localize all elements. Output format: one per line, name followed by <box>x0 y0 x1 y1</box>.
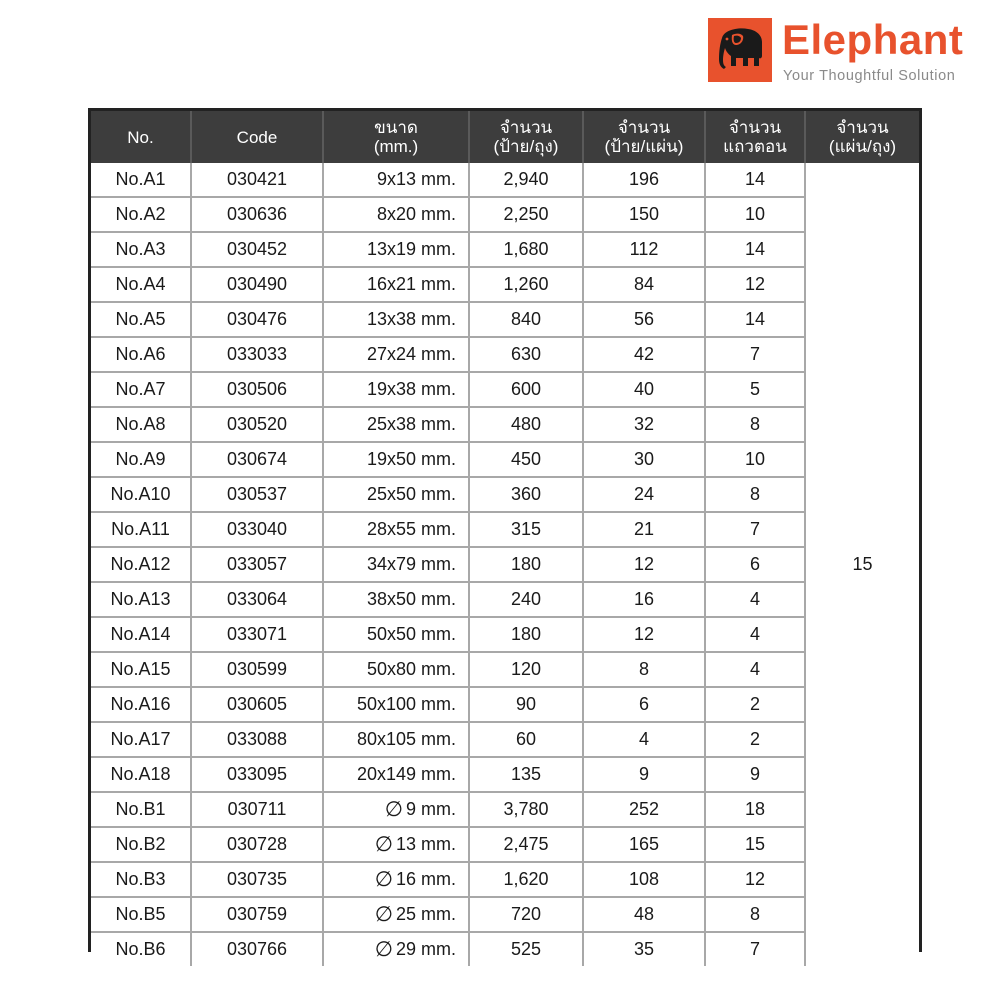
cell-per-sheet: 4 <box>583 722 705 757</box>
cell-size-value: 27x24 mm. <box>366 344 456 364</box>
cell-size <box>323 197 469 232</box>
cell-rows: 2 <box>705 687 805 722</box>
brand-name: Elephant <box>782 16 964 63</box>
cell-no: No.A8 <box>91 407 191 442</box>
cell-no: No.A11 <box>91 512 191 547</box>
cell-size-value: 9 mm. <box>405 799 456 819</box>
cell-size <box>323 512 469 547</box>
cell-size <box>323 827 469 862</box>
table-row <box>91 302 919 337</box>
cell-no: No.B5 <box>91 897 191 932</box>
cell-no: No.A7 <box>91 372 191 407</box>
cell-per-bag: 450 <box>469 442 583 477</box>
cell-size-value: 16 mm. <box>395 869 456 889</box>
cell-no: No.B6 <box>91 932 191 966</box>
cell-per-bag: 2,940 <box>469 163 583 197</box>
cell-size-value: 19x50 mm. <box>366 449 456 469</box>
cell-size-value: 80x105 mm. <box>356 729 456 749</box>
cell-no: No.A1 <box>91 163 191 197</box>
cell-rows: 4 <box>705 617 805 652</box>
cell-no: No.A15 <box>91 652 191 687</box>
cell-size-value: 13x19 mm. <box>366 239 456 259</box>
table-row <box>91 687 919 722</box>
cell-per-bag: 120 <box>469 652 583 687</box>
cell-per-sheet: 8 <box>583 652 705 687</box>
cell-no: No.A6 <box>91 337 191 372</box>
cell-size <box>323 337 469 372</box>
header-no-label: No. <box>127 127 154 147</box>
cell-rows: 10 <box>705 442 805 477</box>
cell-code: 033064 <box>191 582 323 617</box>
cell-size-value: 25x50 mm. <box>366 484 456 504</box>
cell-code: 030636 <box>191 197 323 232</box>
cell-rows: 4 <box>705 652 805 687</box>
cell-size-value: 25x38 mm. <box>366 414 456 434</box>
cell-size <box>323 687 469 722</box>
elephant-icon <box>708 18 772 82</box>
cell-size <box>323 722 469 757</box>
table-header <box>91 111 919 163</box>
cell-code: 030599 <box>191 652 323 687</box>
cell-per-sheet: 196 <box>583 163 705 197</box>
cell-per-sheet: 42 <box>583 337 705 372</box>
cell-per-sheet: 48 <box>583 897 705 932</box>
table-row <box>91 932 919 966</box>
table-row <box>91 547 919 582</box>
diameter-icon: ∅ <box>374 938 393 961</box>
cell-code: 030759 <box>191 897 323 932</box>
cell-no: No.B3 <box>91 862 191 897</box>
cell-per-bag: 720 <box>469 897 583 932</box>
cell-rows: 2 <box>705 722 805 757</box>
cell-size-value: 25 mm. <box>395 904 456 924</box>
cell-size-value: 34x79 mm. <box>366 554 456 574</box>
cell-rows: 12 <box>705 862 805 897</box>
cell-per-sheet: 32 <box>583 407 705 442</box>
cell-per-bag: 480 <box>469 407 583 442</box>
cell-rows: 14 <box>705 163 805 197</box>
cell-per-bag: 1,680 <box>469 232 583 267</box>
header-per-bag-unit: (ป้าย/ถุง) <box>493 137 559 156</box>
cell-per-bag: 1,260 <box>469 267 583 302</box>
cell-rows: 8 <box>705 477 805 512</box>
cell-size <box>323 757 469 792</box>
table-row <box>91 477 919 512</box>
table-row <box>91 862 919 897</box>
header-sheets-per-bag-unit: (แผ่น/ถุง) <box>828 137 897 156</box>
cell-code: 030520 <box>191 407 323 442</box>
header-per-sheet <box>583 111 705 163</box>
cell-rows: 5 <box>705 372 805 407</box>
cell-size <box>323 932 469 966</box>
diameter-icon: ∅ <box>384 798 403 821</box>
cell-no: No.A9 <box>91 442 191 477</box>
cell-per-bag: 90 <box>469 687 583 722</box>
table-row <box>91 827 919 862</box>
cell-size-value: 50x50 mm. <box>366 624 456 644</box>
cell-rows: 4 <box>705 582 805 617</box>
cell-size <box>323 582 469 617</box>
cell-size <box>323 547 469 582</box>
table-row <box>91 617 919 652</box>
cell-code: 030506 <box>191 372 323 407</box>
table-row <box>91 442 919 477</box>
cell-size <box>323 372 469 407</box>
cell-no: No.B2 <box>91 827 191 862</box>
cell-code: 033088 <box>191 722 323 757</box>
table-row <box>91 792 919 827</box>
diameter-icon: ∅ <box>374 903 393 926</box>
cell-size <box>323 407 469 442</box>
cell-per-bag: 60 <box>469 722 583 757</box>
cell-rows: 9 <box>705 757 805 792</box>
cell-no: No.A16 <box>91 687 191 722</box>
cell-per-bag: 630 <box>469 337 583 372</box>
cell-size <box>323 617 469 652</box>
cell-per-bag: 180 <box>469 617 583 652</box>
cell-size-value: 19x38 mm. <box>366 379 456 399</box>
cell-per-bag: 840 <box>469 302 583 337</box>
cell-size-value: 9x13 mm. <box>376 169 456 189</box>
cell-per-sheet: 108 <box>583 862 705 897</box>
cell-per-sheet: 21 <box>583 512 705 547</box>
header-per-sheet-unit: (ป้าย/แผ่น) <box>604 137 684 156</box>
cell-code: 030674 <box>191 442 323 477</box>
table-row <box>91 372 919 407</box>
cell-per-sheet: 112 <box>583 232 705 267</box>
table-row <box>91 337 919 372</box>
cell-per-sheet: 165 <box>583 827 705 862</box>
cell-per-bag: 360 <box>469 477 583 512</box>
cell-per-sheet: 12 <box>583 547 705 582</box>
cell-per-bag: 315 <box>469 512 583 547</box>
cell-per-bag: 2,475 <box>469 827 583 862</box>
brand-tagline: Your Thoughtful Solution <box>783 68 956 84</box>
cell-per-sheet: 24 <box>583 477 705 512</box>
cell-size-value: 38x50 mm. <box>366 589 456 609</box>
cell-size <box>323 862 469 897</box>
cell-no: No.A5 <box>91 302 191 337</box>
table-row <box>91 163 919 197</box>
cell-per-sheet: 252 <box>583 792 705 827</box>
cell-rows: 18 <box>705 792 805 827</box>
cell-code: 030490 <box>191 267 323 302</box>
cell-per-bag: 1,620 <box>469 862 583 897</box>
header-rows-label: จำนวน <box>728 118 782 137</box>
cell-per-sheet: 35 <box>583 932 705 966</box>
cell-size-value: 50x100 mm. <box>356 694 456 714</box>
table-row <box>91 197 919 232</box>
cell-rows: 7 <box>705 337 805 372</box>
cell-code: 030605 <box>191 687 323 722</box>
cell-rows: 10 <box>705 197 805 232</box>
cell-no: No.A12 <box>91 547 191 582</box>
cell-per-sheet: 150 <box>583 197 705 232</box>
cell-per-sheet: 12 <box>583 617 705 652</box>
cell-size <box>323 232 469 267</box>
header-per-sheet-label: จำนวน <box>617 118 671 137</box>
cell-per-bag: 525 <box>469 932 583 966</box>
cell-rows: 8 <box>705 407 805 442</box>
cell-code: 030711 <box>191 792 323 827</box>
table-row <box>91 407 919 442</box>
cell-size-value: 20x149 mm. <box>356 764 456 784</box>
cell-size <box>323 477 469 512</box>
cell-per-sheet: 6 <box>583 687 705 722</box>
cell-code: 030766 <box>191 932 323 966</box>
header-code-label: Code <box>236 127 278 147</box>
table-row <box>91 652 919 687</box>
cell-no: No.B1 <box>91 792 191 827</box>
cell-size-value: 16x21 mm. <box>366 274 456 294</box>
cell-rows: 14 <box>705 302 805 337</box>
table-row <box>91 267 919 302</box>
cell-size-value: 28x55 mm. <box>366 519 456 539</box>
cell-no: No.A14 <box>91 617 191 652</box>
cell-code: 033033 <box>191 337 323 372</box>
cell-code: 033095 <box>191 757 323 792</box>
table-body <box>91 163 919 966</box>
table-row <box>91 722 919 757</box>
table-row <box>91 897 919 932</box>
header-rows <box>705 111 805 163</box>
cell-size <box>323 652 469 687</box>
cell-rows: 7 <box>705 932 805 966</box>
cell-size-value: 29 mm. <box>395 939 456 959</box>
cell-rows: 8 <box>705 897 805 932</box>
header-sheets-per-bag <box>805 111 919 163</box>
cell-no: No.A13 <box>91 582 191 617</box>
cell-no: No.A2 <box>91 197 191 232</box>
cell-size-value: 13x38 mm. <box>366 309 456 329</box>
header-row <box>91 111 919 163</box>
cell-no: No.A18 <box>91 757 191 792</box>
cell-no: No.A3 <box>91 232 191 267</box>
cell-size <box>323 792 469 827</box>
table-row <box>91 512 919 547</box>
cell-no: No.A10 <box>91 477 191 512</box>
cell-sheets-per-bag: 15 <box>852 554 873 574</box>
header-size-unit: (mm.) <box>373 137 419 156</box>
header-size-label: ขนาด <box>374 118 418 137</box>
table-row <box>91 757 919 792</box>
header-per-bag <box>469 111 583 163</box>
cell-code: 033057 <box>191 547 323 582</box>
cell-code: 030476 <box>191 302 323 337</box>
header-sheets-per-bag-label: จำนวน <box>836 118 889 137</box>
cell-per-sheet: 16 <box>583 582 705 617</box>
cell-per-sheet: 40 <box>583 372 705 407</box>
cell-per-bag: 3,780 <box>469 792 583 827</box>
cell-rows: 7 <box>705 512 805 547</box>
diameter-icon: ∅ <box>374 833 393 856</box>
cell-code: 030537 <box>191 477 323 512</box>
cell-size <box>323 897 469 932</box>
cell-per-sheet: 56 <box>583 302 705 337</box>
cell-per-sheet: 9 <box>583 757 705 792</box>
header-size <box>323 111 469 163</box>
cell-size <box>323 163 469 197</box>
cell-per-sheet: 30 <box>583 442 705 477</box>
cell-per-sheet: 84 <box>583 267 705 302</box>
cell-code: 030735 <box>191 862 323 897</box>
cell-per-bag: 180 <box>469 547 583 582</box>
spec-table <box>91 111 919 966</box>
cell-per-bag: 135 <box>469 757 583 792</box>
cell-size <box>323 442 469 477</box>
cell-size-value: 50x80 mm. <box>366 659 456 679</box>
cell-code: 033071 <box>191 617 323 652</box>
cell-size-value: 8x20 mm. <box>376 204 456 224</box>
brand-header <box>708 18 990 84</box>
cell-code: 030452 <box>191 232 323 267</box>
cell-rows: 14 <box>705 232 805 267</box>
header-code <box>191 111 323 163</box>
cell-per-bag: 2,250 <box>469 197 583 232</box>
header-no <box>91 111 191 163</box>
header-per-bag-label: จำนวน <box>499 118 553 137</box>
cell-size-value: 13 mm. <box>395 834 456 854</box>
cell-no: No.A4 <box>91 267 191 302</box>
cell-code: 030421 <box>191 163 323 197</box>
cell-per-bag: 240 <box>469 582 583 617</box>
cell-size <box>323 302 469 337</box>
table-row <box>91 232 919 267</box>
cell-code: 033040 <box>191 512 323 547</box>
cell-code: 030728 <box>191 827 323 862</box>
cell-rows: 12 <box>705 267 805 302</box>
cell-rows: 6 <box>705 547 805 582</box>
cell-size <box>323 267 469 302</box>
spec-table-frame <box>88 108 922 961</box>
cell-per-bag: 600 <box>469 372 583 407</box>
cell-no: No.A17 <box>91 722 191 757</box>
diameter-icon: ∅ <box>374 868 393 891</box>
table-row <box>91 582 919 617</box>
header-rows-unit: แถวตอน <box>723 137 787 156</box>
cell-rows: 15 <box>705 827 805 862</box>
